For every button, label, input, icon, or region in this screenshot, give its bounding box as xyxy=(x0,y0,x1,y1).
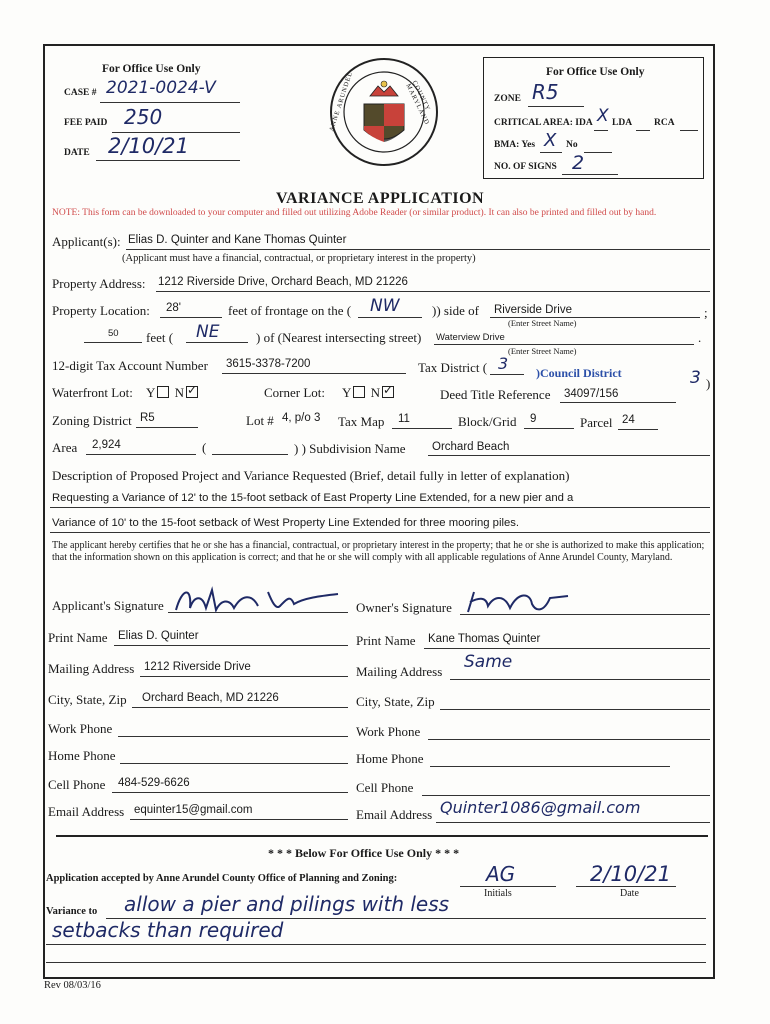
applicant-mailing-label: Mailing Address xyxy=(48,661,135,676)
owner-cell-phone-label: Cell Phone xyxy=(356,780,414,795)
lot-label: Lot # xyxy=(246,413,274,428)
applicant-print-field[interactable]: Elias D. Quinter xyxy=(118,630,199,642)
owner-city-label: City, State, Zip xyxy=(356,694,435,709)
block-grid-field[interactable]: 9 xyxy=(530,413,537,425)
parcel-label: Parcel xyxy=(580,415,613,430)
form-note: NOTE: This form can be downloaded to your computer and filled out utilizing Adobe Reader (or similar product). It can also be printed and filled out by hand. xyxy=(52,208,657,218)
form-title: VARIANCE APPLICATION xyxy=(276,190,485,207)
zoning-label: Zoning District xyxy=(52,413,132,428)
nearest-text: ) of (Nearest intersecting street) xyxy=(256,330,422,345)
area-label: Area xyxy=(52,440,78,455)
variance-to-line-2[interactable]: setbacks than required xyxy=(52,918,284,942)
applicant-home-phone-label: Home Phone xyxy=(48,748,116,763)
owner-email-label: Email Address xyxy=(356,807,433,822)
corner-yes-checkbox[interactable] xyxy=(353,386,365,398)
revision-label: Rev 08/03/16 xyxy=(44,980,101,991)
owner-work-phone-label: Work Phone xyxy=(356,724,421,739)
nearest-street-field[interactable]: Waterview Drive xyxy=(436,332,505,343)
council-district-label: )Council District xyxy=(536,366,622,380)
deed-field[interactable]: 34097/156 xyxy=(564,388,619,400)
bma-no-label: No xyxy=(566,140,578,150)
subdivision-label: ) ) Subdivision Name xyxy=(294,441,406,456)
applicants-field[interactable]: Elias D. Quinter and Kane Thomas Quinter xyxy=(128,234,347,246)
certification-text: The applicant hereby certifies that he or she has a financial, contractual, or proprietary interest in the property; that he or she is authorized to make this application; that the information shown on this application is correct; and that he or she will comply with all applicable regulations of Anne Arundel County, Maryland. xyxy=(52,540,705,564)
applicant-print-label: Print Name xyxy=(48,630,108,645)
waterfront-yes-label: Y xyxy=(146,385,156,400)
applicants-note: (Applicant must have a financial, contractual, or proprietary interest in the property) xyxy=(122,253,476,264)
council-district-field[interactable]: 3 xyxy=(690,368,701,388)
bma-label: BMA: Yes xyxy=(494,140,536,150)
office-use-title-left: For Office Use Only xyxy=(102,63,201,75)
location-label: Property Location: xyxy=(52,303,150,318)
feet-text: feet ( xyxy=(146,330,174,345)
variance-to-line-1[interactable]: allow a pier and pilings with less xyxy=(124,892,450,916)
owner-signature[interactable] xyxy=(464,588,574,618)
owner-email-field[interactable]: Quinter1086@gmail.com xyxy=(440,798,641,817)
applicant-email-field[interactable]: equinter15@gmail.com xyxy=(134,804,253,816)
zoning-field[interactable]: R5 xyxy=(140,412,155,424)
side-field[interactable]: NW xyxy=(370,296,400,316)
owner-mailing-label: Mailing Address xyxy=(356,664,443,679)
zone-label: ZONE xyxy=(494,94,521,104)
waterfront-no-checkbox[interactable] xyxy=(186,386,198,398)
lot-field[interactable]: 4, p/o 3 xyxy=(282,412,321,424)
parcel-field[interactable]: 24 xyxy=(622,414,635,426)
applicant-work-phone-label: Work Phone xyxy=(48,721,113,736)
nearest-street-hint: (Enter Street Name) xyxy=(508,346,577,356)
critical-area-label: CRITICAL AREA: IDA xyxy=(494,118,593,128)
office-use-header: * * * Below For Office Use Only * * * xyxy=(268,846,460,860)
description-label: Description of Proposed Project and Variance Requested (Brief, detail fully in letter of explanation) xyxy=(52,468,570,483)
address-label: Property Address: xyxy=(52,276,146,291)
owner-home-phone-label: Home Phone xyxy=(356,751,424,766)
accepted-date-field[interactable]: 2/10/21 xyxy=(590,862,671,886)
description-line-1[interactable]: Requesting a Variance of 12' to the 15-foot setback of East Property Line Extended, for a new pier and a xyxy=(52,492,574,504)
date-value[interactable]: 2/10/21 xyxy=(108,134,189,158)
applicant-signature-label: Applicant's Signature xyxy=(52,598,164,613)
frontage-field[interactable]: 28' xyxy=(166,302,181,314)
variance-to-label: Variance to xyxy=(46,906,98,917)
office-use-box-right xyxy=(483,57,704,179)
subdivision-field[interactable]: Orchard Beach xyxy=(432,441,510,453)
distance-field[interactable]: 50 xyxy=(108,328,119,339)
applicant-city-label: City, State, Zip xyxy=(48,692,127,707)
initials-field[interactable]: AG xyxy=(486,862,516,886)
street-hint: (Enter Street Name) xyxy=(508,318,577,328)
description-line-2[interactable]: Variance of 10' to the 15-foot setback of West Property Line Extended for three mooring piles. xyxy=(52,517,520,529)
owner-signature-label: Owner's Signature xyxy=(356,600,452,615)
waterfront-label: Waterfront Lot: xyxy=(52,385,133,400)
form-frame xyxy=(43,44,715,979)
signs-label: NO. OF SIGNS xyxy=(494,162,557,172)
office-use-box-left xyxy=(50,56,265,174)
address-field[interactable]: 1212 Riverside Drive, Orchard Beach, MD 21226 xyxy=(158,276,408,288)
critical-area-mark[interactable]: X xyxy=(597,106,609,126)
frontage-text: feet of frontage on the ( xyxy=(228,303,352,318)
corner-yes-label: Y xyxy=(342,385,352,400)
tax-account-label: 12-digit Tax Account Number xyxy=(52,358,208,373)
case-label: CASE # xyxy=(64,88,97,98)
direction-field[interactable]: NE xyxy=(196,322,220,342)
lda-label: LDA xyxy=(612,118,633,128)
council-close: ) xyxy=(706,376,711,391)
owner-print-field[interactable]: Kane Thomas Quinter xyxy=(428,633,541,645)
applicant-cell-phone-label: Cell Phone xyxy=(48,777,106,792)
office-use-title-right: For Office Use Only xyxy=(546,66,645,78)
owner-mailing-field[interactable]: Same xyxy=(464,652,513,672)
case-number[interactable]: 2021-0024-V xyxy=(106,78,216,98)
date-label-bottom: Date xyxy=(620,888,639,899)
date-label: DATE xyxy=(64,148,90,158)
corner-no-label: N xyxy=(370,385,381,400)
tax-map-field[interactable]: 11 xyxy=(398,413,410,425)
side-text: )) side of xyxy=(432,303,479,318)
applicant-email-label: Email Address xyxy=(48,804,125,819)
tax-map-label: Tax Map xyxy=(338,414,385,429)
accepted-label: Application accepted by Anne Arundel County Office of Planning and Zoning: xyxy=(46,873,398,884)
applicant-signature[interactable] xyxy=(172,584,342,618)
waterfront-yes-checkbox[interactable] xyxy=(157,386,169,398)
tax-district-label: Tax District ( xyxy=(418,360,488,375)
zone-value[interactable]: R5 xyxy=(532,80,559,104)
fee-paid-label: FEE PAID xyxy=(64,118,108,128)
applicant-cell-phone-field[interactable]: 484-529-6626 xyxy=(118,777,190,789)
street-field[interactable]: Riverside Drive xyxy=(494,304,572,316)
block-grid-label: Block/Grid xyxy=(458,414,517,429)
initials-label: Initials xyxy=(484,888,512,899)
seal-ring-right: COUNTY MARYLAND xyxy=(404,79,432,127)
seal-ring-left: ANNE ARUNDEL xyxy=(328,70,355,133)
signs-value[interactable]: 2 xyxy=(572,152,585,174)
rca-label: RCA xyxy=(654,118,675,128)
deed-label: Deed Title Reference xyxy=(440,387,551,402)
waterfront-options xyxy=(146,385,200,401)
corner-no-checkbox[interactable] xyxy=(382,386,394,398)
area-field[interactable]: 2,924 xyxy=(92,439,121,451)
bma-yes-mark[interactable]: X xyxy=(544,130,557,151)
corner-options xyxy=(342,385,396,401)
owner-print-label: Print Name xyxy=(356,633,416,648)
tax-district-field[interactable]: 3 xyxy=(498,354,509,373)
semicolon: ; xyxy=(704,305,708,320)
period: . xyxy=(698,330,702,345)
tax-account-field[interactable]: 3615-3378-7200 xyxy=(226,358,311,370)
applicants-label: Applicant(s): xyxy=(52,234,121,249)
applicant-city-field[interactable]: Orchard Beach, MD 21226 xyxy=(142,692,279,704)
county-seal xyxy=(328,56,440,168)
corner-label: Corner Lot: xyxy=(264,385,326,400)
fee-paid-value[interactable]: 250 xyxy=(124,105,163,129)
applicant-mailing-field[interactable]: 1212 Riverside Drive xyxy=(144,661,251,673)
area-paren: ( xyxy=(202,440,207,455)
waterfront-no-label: N xyxy=(174,385,185,400)
